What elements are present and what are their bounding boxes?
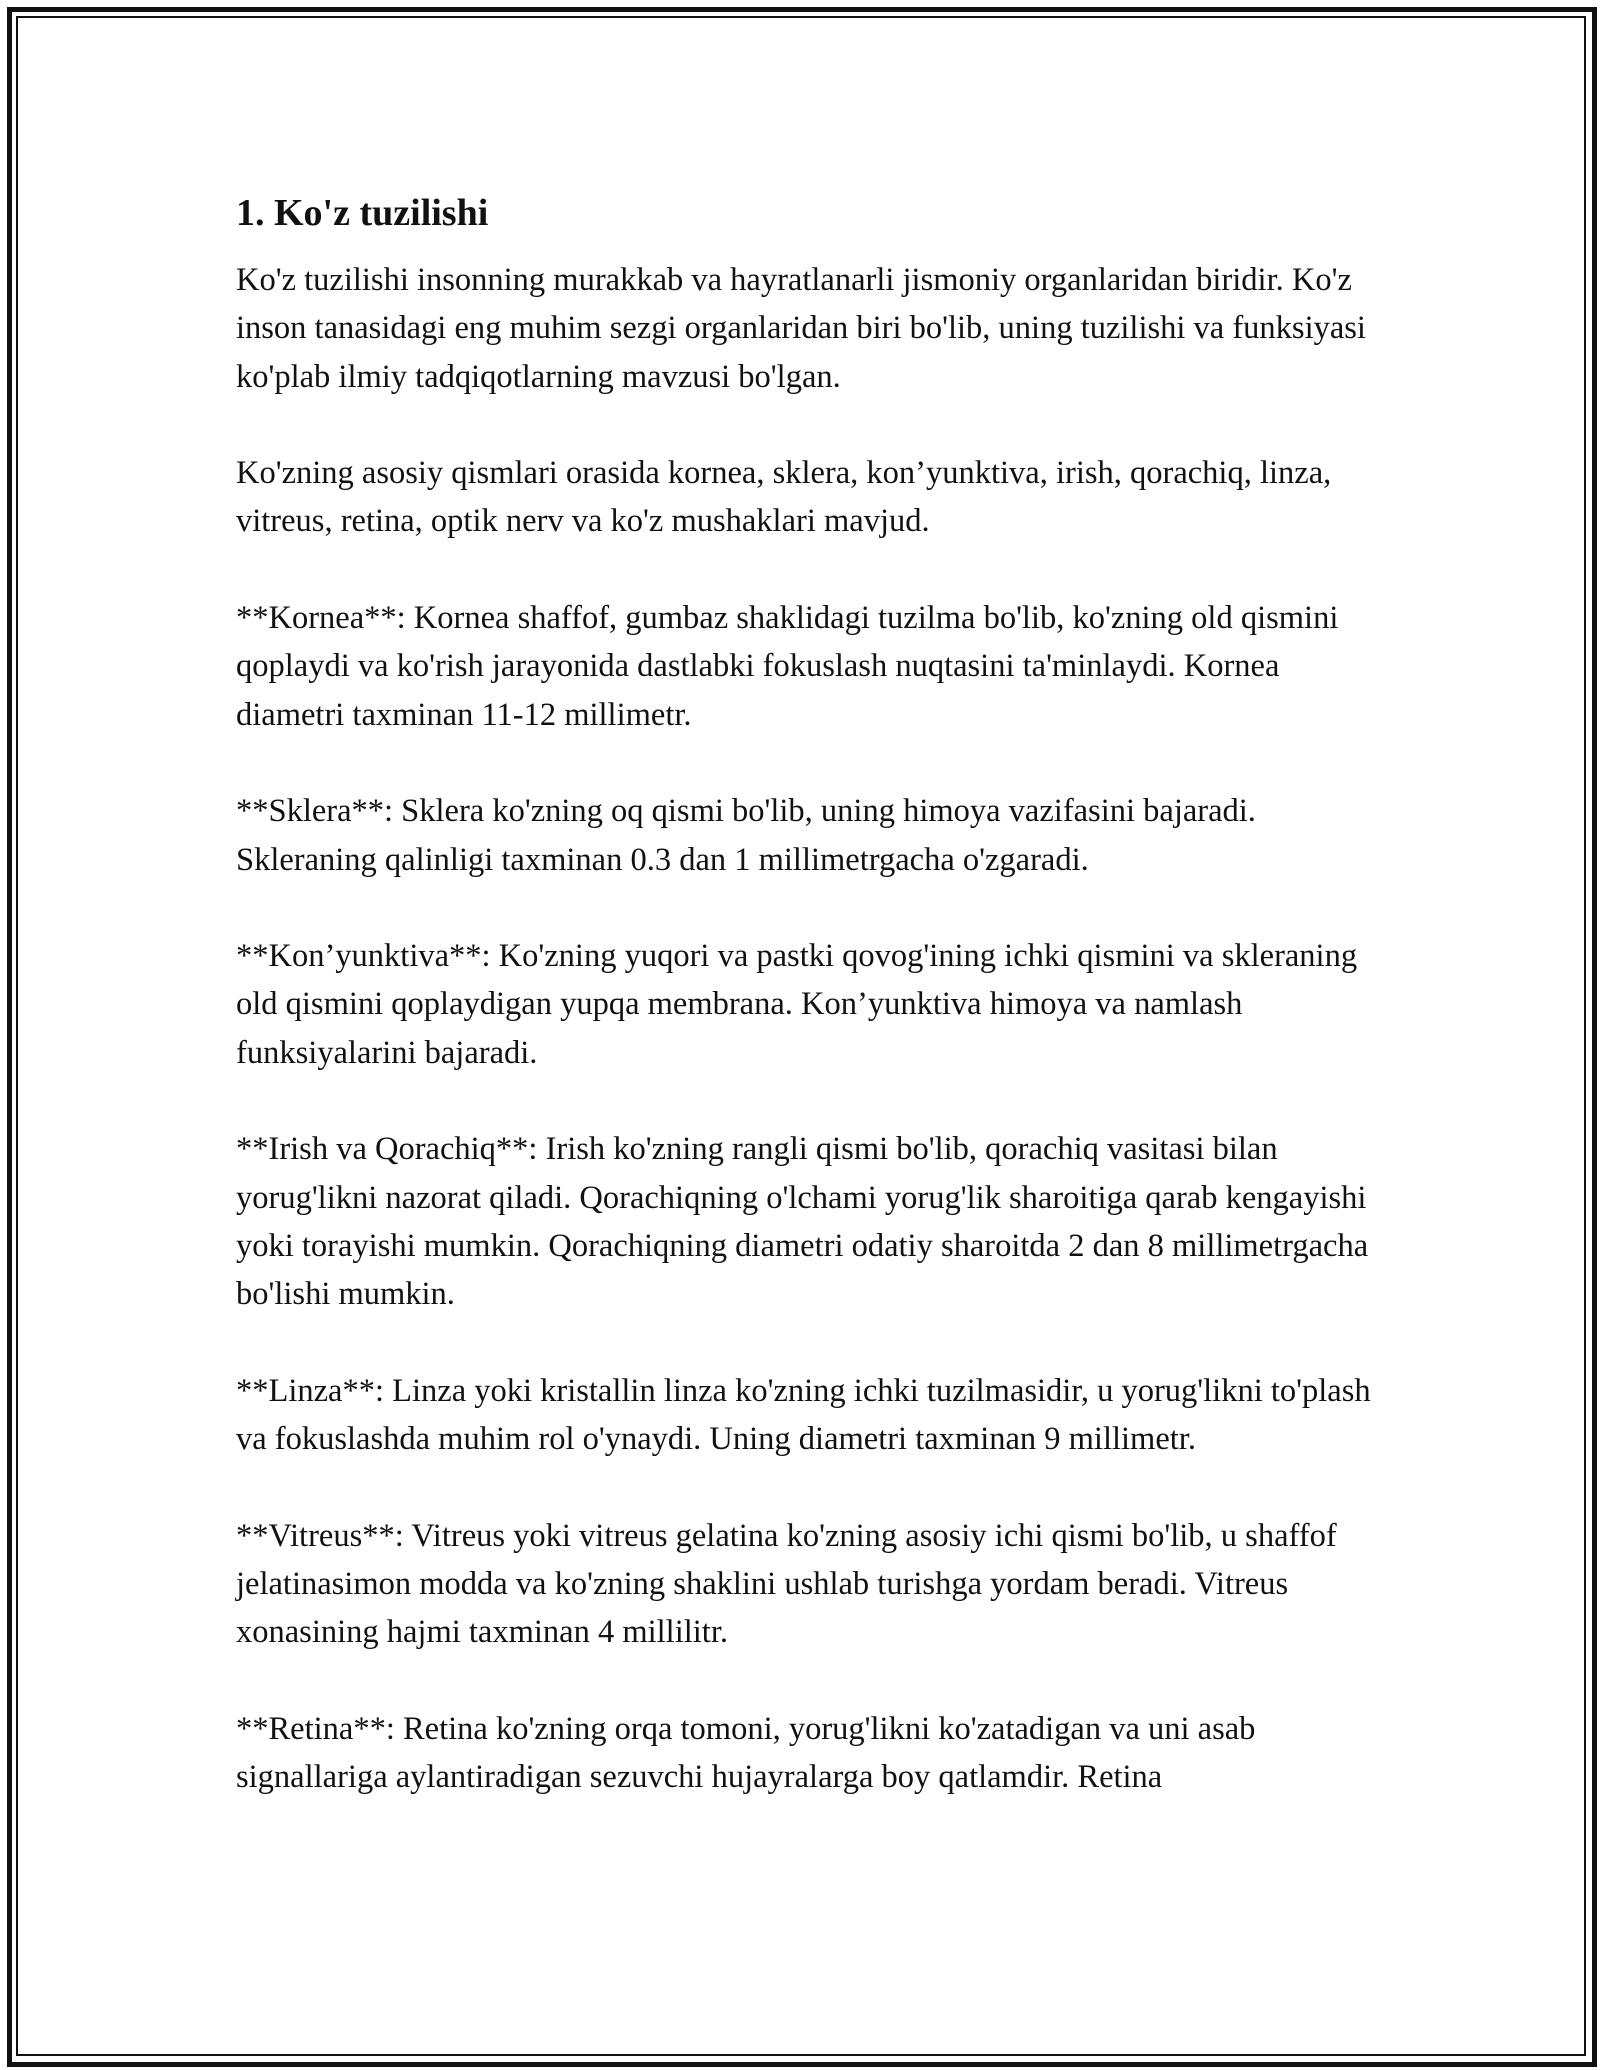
document-body (236, 188, 1386, 1850)
paragraph-irish-qorachiq: **Irish va Qorachiq**: Irish ko'zning rangli qismi bo'lib, qorachiq vasitasi bilan yorug'likni nazorat qiladi. Qorachiqning o'lchami yorug'lik sharoitiga qarab kengayishi yoki torayishi mumkin. Qorachiqning diametri odatiy sharoitda 2 dan 8 millimetrgacha bo'lishi mumkin. (236, 1131, 1369, 1313)
paragraph-retina: **Retina**: Retina ko'zning orqa tomoni, yorug'likni ko'zatadigan va uni asab signallariga aylantiradigan sezuvchi hujayralarga boy qatlamdir. Retina (236, 1710, 1256, 1796)
paragraph-linza: **Linza**: Linza yoki kristallin linza ko'zning ichki tuzilmasidir, u yorug'likni to'plash va fokuslashda muhim rol o'ynaydi. Uning diametri taxminan 9 millimetr. (236, 1372, 1371, 1458)
section-heading: 1. Ko'z tuzilishi (236, 192, 489, 234)
paragraph-kornea: **Kornea**: Kornea shaffof, gumbaz shaklidagi tuzilma bo'lib, ko'zning old qismini qoplaydi va ko'rish jarayonida dastlabki fokuslash nuqtasini ta'minlaydi. Kornea diametri taxminan 11-12 millimetr. (236, 600, 1339, 733)
paragraph-parts-list: Ko'zning asosiy qismlari orasida kornea, sklera, kon’yunktiva, irish, qorachiq, linza, vitreus, retina, optik nerv va ko'z mushaklari mavjud. (236, 455, 1332, 540)
paragraph-intro: Ko'z tuzilishi insonning murakkab va hayratlanarli jismoniy organlaridan biridir. Ko'z inson tanasidagi eng muhim sezgi organlaridan biri bo'lib, uning tuzilishi va funksiyasi ko'plab ilmiy tadqiqotlarning mavzusi bo'lgan. (236, 262, 1366, 395)
paragraph-sklera: **Sklera**: Sklera ko'zning oq qismi bo'lib, uning himoya vazifasini bajaradi. Skleraning qalinligi taxminan 0.3 dan 1 millimetrgacha o'zgaradi. (236, 793, 1256, 878)
paragraph-vitreus: **Vitreus**: Vitreus yoki vitreus gelatina ko'zning asosiy ichi qismi bo'lib, u shaffof jelatinasimon modda va ko'zning shaklini ushlab turishga yordam beradi. Vitreus xonasining hajmi taxminan 4 millilitr. (236, 1517, 1337, 1651)
paragraph-konyunktiva: **Kon’yunktiva**: Ko'zning yuqori va pastki qovog'ining ichki qismini va skleraning old qismini qoplaydigan yupqa membrana. Kon’yunktiva himoya va namlash funksiyalarini bajaradi. (236, 938, 1358, 1071)
